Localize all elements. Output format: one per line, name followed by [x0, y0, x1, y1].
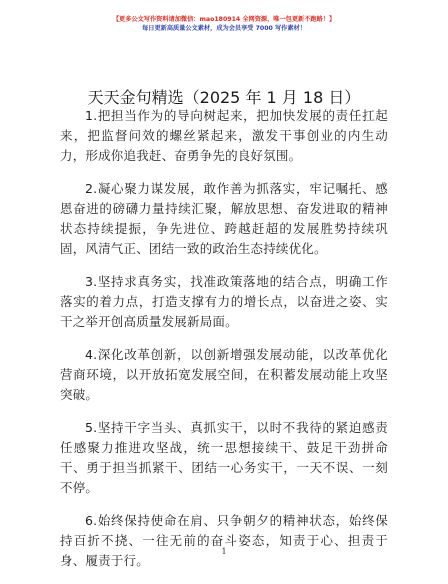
page-number: 1: [221, 547, 227, 556]
page-title: 天天金句精选（2025 年 1 月 18 日）: [87, 88, 361, 107]
promo-banner-line-1: 【更多公文写作资料请加微信：mao180914 全网资源，唯一包更新不跑路！】: [112, 16, 336, 23]
paragraph-1: 1.把担当作为的导向树起来，把加快发展的责任扛起来，把监督问效的螺丝紧起来，激发干事创业的内生动力，形成你追我赶、奋勇争先的良好氛围。: [60, 108, 388, 163]
paragraph-4: 4.深化改革创新，以创新增强发展动能，以改革优化营商环境，以开放拓宽发展空间，在积蓄发展动能上攻坚突破。: [60, 347, 388, 402]
paragraph-3: 3.坚持求真务实，找准政策落地的结合点，明确工作落实的着力点，打造支撑有力的增长点，以奋进之姿、实干之举开创高质量发展新局面。: [60, 274, 388, 329]
paragraph-5: 5.坚持干字当头、真抓实干，以时不我待的紧迫感责任感聚力推进攻坚战，统一思想接续干、鼓足干劲拼命干、勇于担当抓紧干、团结一心务实干，一天不误、一刻不停。: [60, 420, 388, 495]
paragraph-2: 2.凝心聚力谋发展，敢作善为抓落实，牢记嘱托、感恩奋进的磅礴力量持续汇聚，解放思想、奋发进取的精神状态持续提振，争先进位、跨越赶超的发展胜势持续巩固，风清气正、团结一致的政治生态持续优化。: [60, 181, 388, 256]
promo-banner: [0, 15, 448, 33]
promo-banner-line-2: 每日更新高质量公文素材，成为会员享受 7000 写作素材！: [142, 25, 306, 32]
document-body: [60, 106, 388, 584]
paragraph-6: 6.始终保持使命在肩、只争朝夕的精神状态，始终保持百折不挠、一往无前的奋斗姿态，知责于心、担责于身、履责于行。: [60, 513, 388, 568]
